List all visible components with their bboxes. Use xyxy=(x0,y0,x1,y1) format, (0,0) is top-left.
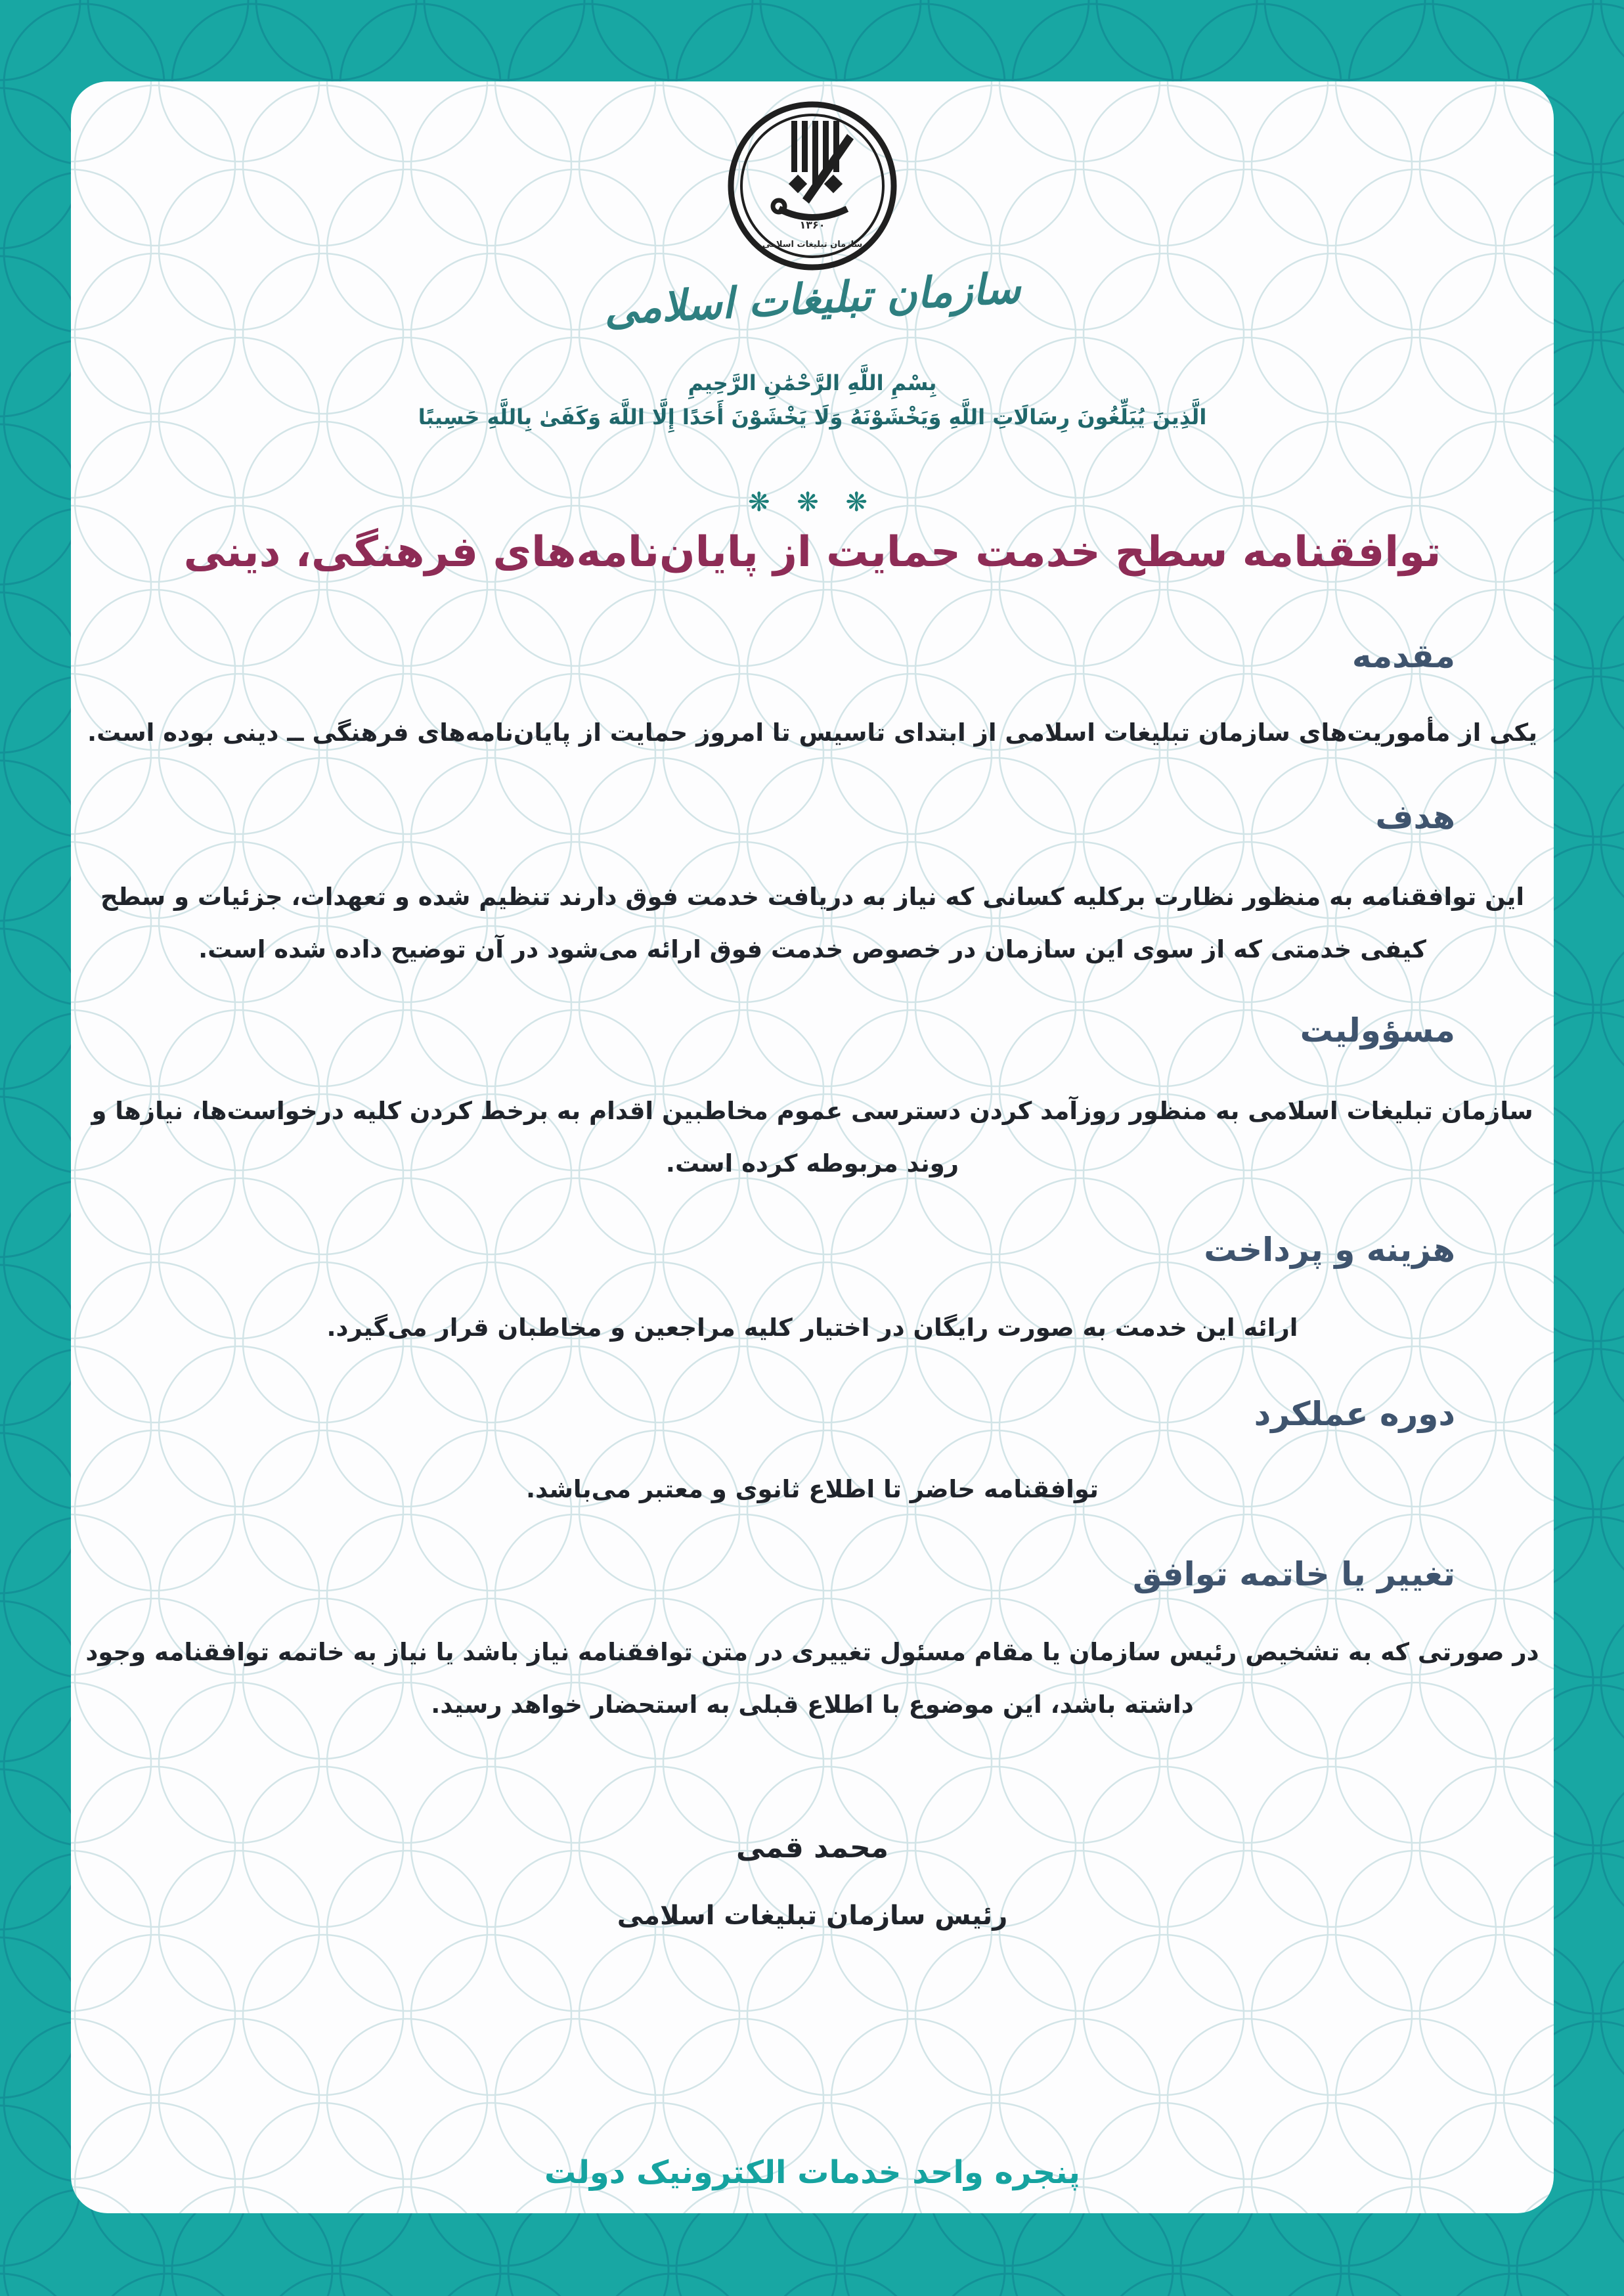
document-card xyxy=(71,81,1554,2213)
section-body-change-termination xyxy=(71,1626,1554,1731)
body-line: در صورتی که به تشخیص رئیس سازمان یا مقام مسئول تغییری در متن توافقنامه نیاز باشد یا نیاز به خاتمه توافقنامه وجود xyxy=(85,1638,1539,1666)
emblem-year: ۱۳۶۰ xyxy=(799,219,825,231)
organization-emblem-icon xyxy=(725,100,900,272)
body-line: سازمان تبلیغات اسلامی به منظور روزآمد کردن دسترسی عموم مخاطبین اقدام به برخط کردن کلیه درخواست‌ها، نیازها و xyxy=(91,1097,1533,1125)
page-title: توافقنامه سطح خدمت حمایت از پایان‌نامه‌های فرهنگی، دینی xyxy=(183,528,1441,577)
body-line: یکی از مأموریت‌های سازمان تبلیغات اسلامی از ابتدای تاسیس تا امروز حمایت از پایان‌نامه‌های فرهنگی ــ دینی بوده است. xyxy=(87,718,1537,747)
body-line: کیفی خدمتی که از سوی این سازمان در خصوص خدمت فوق ارائه می‌شود در آن توضیح داده شده است. xyxy=(198,935,1426,963)
quran-verse: الَّذِينَ يُبَلِّغُونَ رِسَالَاتِ اللَّهِ وَيَخْشَوْنَهُ وَلَا يَخْشَوْنَ أَحَدًا إِلَّا اللَّهَ وَكَفَىٰ بِاللَّهِ حَسِيبًا xyxy=(418,405,1207,430)
body-line: ارائه این خدمت به صورت رایگان در اختیار کلیه مراجعین و مخاطبان قرار می‌گیرد. xyxy=(326,1314,1298,1342)
body-line: توافقنامه حاضر تا اطلاع ثانوی و معتبر می‌باشد. xyxy=(526,1475,1099,1503)
section-body-cost-payment xyxy=(71,1302,1554,1354)
ornament-asterisks-icon: ❋ ❋ ❋ xyxy=(748,487,877,518)
bismillah-text: بِسْمِ اللَّهِ الرَّحْمَٰنِ الرَّحِيمِ xyxy=(688,370,937,395)
signature-name: محمد قمی xyxy=(735,1831,889,1865)
section-heading-change-termination: تغییر یا خاتمه توافق xyxy=(1132,1555,1455,1593)
section-heading-responsibility: مسؤولیت xyxy=(1300,1011,1455,1049)
section-body-introduction xyxy=(71,707,1554,759)
section-body-responsibility xyxy=(71,1085,1554,1190)
body-line: این توافقنامه به منظور نظارت برکلیه کسانی که نیاز به دریافت خدمت فوق دارند تنظیم شده و تعهدات، جزئیات و سطح xyxy=(100,883,1525,911)
emblem-allah-calligraphy-icon xyxy=(773,121,854,217)
section-heading-goal: هدف xyxy=(1375,798,1455,836)
section-heading-cost-payment: هزینه و پرداخت xyxy=(1204,1231,1455,1269)
signature-role: رئیس سازمان تبلیغات اسلامی xyxy=(617,1901,1008,1931)
section-heading-performance-period: دوره عملکرد xyxy=(1254,1395,1455,1433)
body-line: روند مربوطه کرده است. xyxy=(665,1149,959,1178)
body-line: داشته باشد، این موضوع با اطلاع قبلی به استحضار خواهد رسید. xyxy=(431,1690,1194,1719)
emblem-org-name: سازمان تبلیغات اسلامی xyxy=(762,240,863,250)
org-wordmark: سازمان تبلیغات اسلامی xyxy=(603,264,1022,335)
section-body-performance-period xyxy=(71,1463,1554,1516)
section-body-goal xyxy=(71,871,1554,976)
section-heading-introduction: مقدمه xyxy=(1351,637,1455,675)
footer-text: پنجره واحد خدمات الکترونیک دولت xyxy=(544,2154,1080,2191)
